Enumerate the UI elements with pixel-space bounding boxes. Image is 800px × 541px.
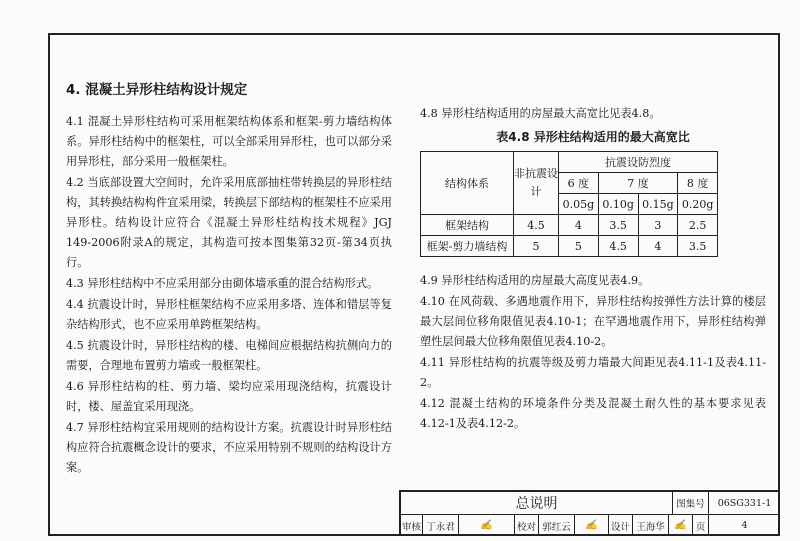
table-row bbox=[421, 236, 718, 257]
table-row bbox=[421, 215, 718, 236]
reviewer-signature: ✍ bbox=[459, 515, 515, 536]
table-cell: 4.5 bbox=[598, 236, 638, 257]
clause-4-7: 4.7 异形柱结构宜采用规则的结构设计方案。抗震设计时异形柱结构应符合抗震概念设计的要求，不应采用特别不规则的结构设计方案。 bbox=[66, 421, 392, 474]
row-label: 框架结构 bbox=[421, 215, 514, 236]
table-cell: 5 bbox=[514, 236, 559, 257]
table-cell: 3.5 bbox=[678, 236, 718, 257]
right-column bbox=[420, 104, 766, 435]
header-structure-system: 结构体系 bbox=[421, 152, 514, 215]
design-label: 设计 bbox=[609, 515, 633, 536]
header-accel: 0.10g bbox=[598, 194, 638, 215]
reviewer-name: 丁永君 bbox=[423, 515, 459, 536]
check-label: 校对 bbox=[515, 515, 539, 536]
header-accel: 0.05g bbox=[559, 194, 599, 215]
page-number: 4 bbox=[741, 520, 748, 531]
checker-name: 郭红云 bbox=[539, 515, 575, 536]
clause-4-12: 4.12 混凝土结构的环境条件分类及混凝土耐久性的基本要求见表4.12-1及表4.12-2。 bbox=[420, 397, 766, 430]
table-cell: 4 bbox=[638, 236, 678, 257]
header-degree-7: 7 度 bbox=[598, 173, 678, 194]
header-seismic-intensity: 抗震设防烈度 bbox=[559, 152, 718, 173]
height-width-ratio-table bbox=[420, 151, 718, 257]
table-cell: 2.5 bbox=[678, 215, 718, 236]
review-label: 审核 bbox=[401, 515, 423, 536]
table-cell: 5 bbox=[559, 236, 599, 257]
clause-4-9: 4.9 异形柱结构适用的房屋最大高度见表4.9。 bbox=[420, 274, 650, 287]
title-block bbox=[399, 490, 780, 536]
row-label: 框架-剪力墙结构 bbox=[421, 236, 514, 257]
header-degree-8: 8 度 bbox=[678, 173, 718, 194]
header-non-seismic: 非抗震设计 bbox=[514, 152, 559, 215]
clause-4-5: 4.5 抗震设计时，异形柱结构的楼、电梯间应根据结构抗侧向力的需要，合理地布置剪力墙或一般框架柱。 bbox=[66, 339, 392, 372]
clause-4-4: 4.4 抗震设计时，异形柱框架结构不应采用多塔、连体和错层等复杂结构形式，也不应采用单跨框架结构。 bbox=[66, 298, 392, 331]
left-column bbox=[66, 78, 392, 479]
table-cell: 3.5 bbox=[598, 215, 638, 236]
section-heading: 4. 混凝土异形柱结构设计规定 bbox=[66, 82, 248, 98]
clause-4-10: 4.10 在风荷载、多遇地震作用下，异形柱结构按弹性方法计算的楼层最大层间位移角限值见表4.10-1；在罕遇地震作用下，异形柱结构弹塑性层间最大位移角限值见表4.10-2。 bbox=[420, 295, 766, 348]
atlas-number: 06SG331-1 bbox=[717, 497, 772, 509]
designer-name: 王海华 bbox=[633, 515, 669, 536]
table-cell: 4.5 bbox=[514, 215, 559, 236]
clause-4-2: 4.2 当底部设置大空间时，允许采用底部抽柱带转换层的异形柱结构，其转换结构构件宜采用梁，转换层下部结构的框架柱不应采用异形柱。结构设计应符合《混凝土异形柱结构技术规程》JGJ 149-2006附录A的规定，其构造可按本图集第32页-第34页执行。 bbox=[66, 176, 392, 269]
clause-4-6: 4.6 异形柱结构的柱、剪力墙、梁均应采用现浇结构，抗震设计时，楼、屋盖宜采用现浇。 bbox=[66, 380, 392, 413]
header-accel: 0.15g bbox=[638, 194, 678, 215]
clause-4-11: 4.11 异形柱结构的抗震等级及剪力墙最大间距见表4.11-1及表4.11-2。 bbox=[420, 356, 766, 389]
clause-4-3: 4.3 异形柱结构中不应采用部分由砌体墙承重的混合结构形式。 bbox=[66, 277, 379, 290]
table-cell: 4 bbox=[559, 215, 599, 236]
clause-4-1: 4.1 混凝土异形柱结构可采用框架结构体系和框架-剪力墙结构体系。异形柱结构中的框架柱，可以全部采用异形柱，也可以部分采用异形柱，部分采用一般框架柱。 bbox=[66, 115, 392, 168]
page-label: 页 bbox=[693, 515, 709, 536]
checker-signature: ✍ bbox=[575, 515, 609, 536]
table-title: 表4.8 异形柱结构适用的最大高宽比 bbox=[496, 130, 690, 144]
atlas-label: 图集号 bbox=[673, 492, 709, 514]
header-degree-6: 6 度 bbox=[559, 173, 599, 194]
clause-4-8: 4.8 异形柱结构适用的房屋最大高宽比见表4.8。 bbox=[420, 107, 661, 120]
designer-signature: ✍ bbox=[669, 515, 693, 536]
table-cell: 3 bbox=[638, 215, 678, 236]
header-accel: 0.20g bbox=[678, 194, 718, 215]
drawing-title: 总说明 bbox=[401, 492, 673, 514]
